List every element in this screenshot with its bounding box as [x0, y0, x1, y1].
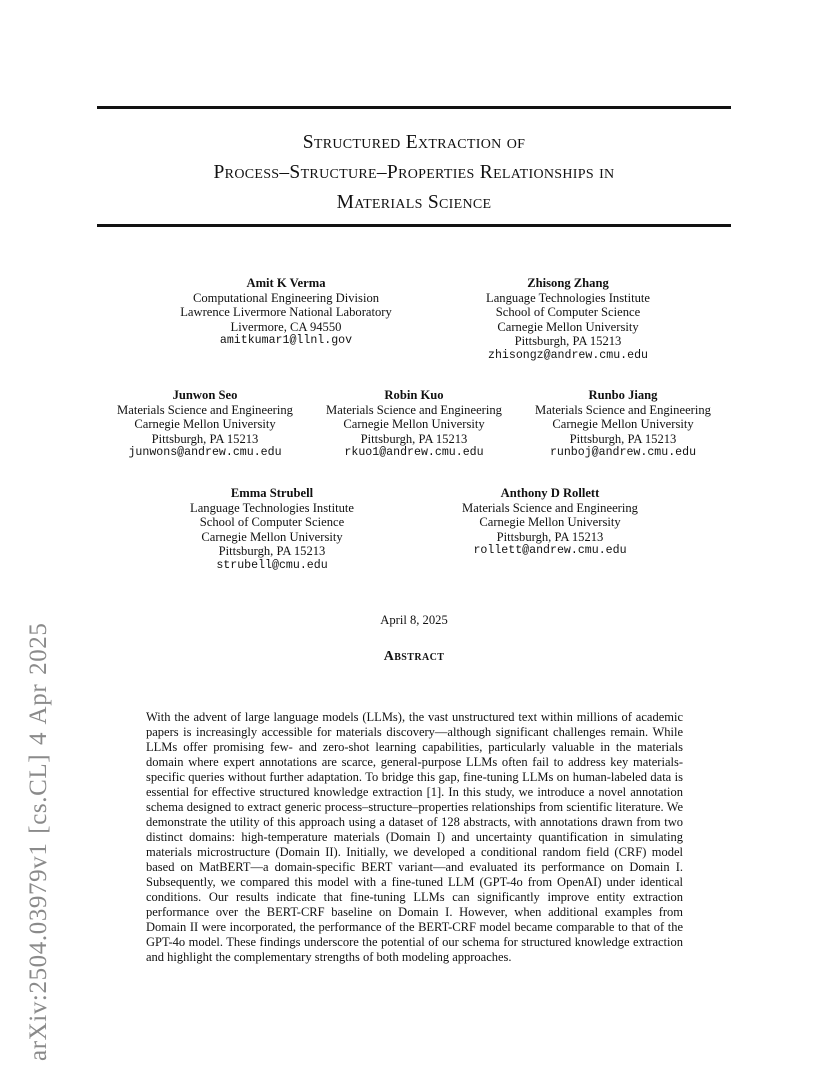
author-affiliation-line: Carnegie Mellon University	[479, 515, 621, 530]
author-name: Junwon Seo	[172, 388, 238, 402]
author-affiliation-line: Materials Science and Engineering	[462, 500, 638, 515]
author-affiliation-line: Carnegie Mellon University	[343, 417, 485, 432]
title-bottom-rule	[97, 224, 731, 227]
author-affiliation-line: Livermore, CA 94550	[230, 319, 342, 334]
author-name: Amit K Verma	[246, 276, 326, 290]
abstract-text: With the advent of large language models (LLMs), the vast unstructured text within millions of academic papers is increasingly accessible for materials discovery—although significant challenges remain. While LLMs offer promising few- and zero-shot learning capabilities, particularly valuable in the materials domain where expert annotations are scarce, general-purpose LLMs often fail to address key materials-specific queries without further adaptation. To bridge this gap, fine-tuning LLMs on human-labeled data is essential for effective structured knowledge extraction [1]. In this study, we introduce a novel annotation schema designed to extract generic process–structure–properties relationships from scientific literature. We demonstrate the utility of this approach using a dataset of 128 abstracts, with annotations drawn from two distinct domains: high-temperature materials (Domain I) and uncertainty quantification in simulating materials microstructure (Domain II). Initially, we developed a conditional random field (CRF) model based on MatBERT—a domain-specific BERT variant—and evaluated its performance on Domain I. Subsequently, we compared this model with a fine-tuned LLM (GPT-4o from OpenAI) under identical conditions. Our results indicate that fine-tuning LLMs can significantly improve entity extraction performance over the BERT-CRF baseline on Domain I. However, when additional examples from Domain II were incorporated, the performance of the BERT-CRF model became comparable to that of the GPT-4o model. These findings underscore the potential of our schema for structured knowledge extraction and highlight the complementary strengths of both modeling approaches.	[146, 710, 683, 964]
author-affiliation-line: Computational Engineering Division	[192, 290, 380, 305]
title-line-1: Structured Extraction of	[302, 132, 526, 153]
author-block-jiang	[493, 388, 753, 461]
author-affiliation-line: Pittsburgh, PA 15213	[569, 431, 677, 446]
author-email: rollett@andrew.cmu.edu	[473, 544, 627, 558]
author-email: rkuo1@andrew.cmu.edu	[344, 446, 484, 460]
author-block-strubell	[142, 486, 402, 574]
author-affiliation-line: Language Technologies Institute	[486, 290, 650, 305]
author-affiliation-line: Pittsburgh, PA 15213	[360, 431, 468, 446]
author-email: junwons@andrew.cmu.edu	[128, 446, 282, 460]
author-affiliation-line: School of Computer Science	[199, 515, 345, 530]
author-block-rollett	[420, 486, 680, 559]
author-affiliation-line: Carnegie Mellon University	[552, 417, 694, 432]
author-email: strubell@cmu.edu	[216, 558, 328, 572]
author-affiliation-line: Pittsburgh, PA 15213	[218, 544, 326, 559]
author-email: amitkumar1@llnl.gov	[219, 334, 353, 348]
author-affiliation-line: Pittsburgh, PA 15213	[496, 529, 604, 544]
author-affiliation-line: Lawrence Livermore National Laboratory	[180, 305, 392, 320]
author-affiliation-line: Materials Science and Engineering	[535, 402, 711, 417]
author-affiliation-line: Materials Science and Engineering	[326, 402, 502, 417]
author-block-zhang	[438, 276, 698, 364]
author-affiliation-line: Materials Science and Engineering	[117, 402, 293, 417]
author-affiliation-line: Pittsburgh, PA 15213	[151, 431, 259, 446]
abstract-heading: Abstract	[383, 649, 445, 664]
author-affiliation-line: Carnegie Mellon University	[201, 529, 343, 544]
author-email: zhisongz@andrew.cmu.edu	[487, 348, 649, 362]
author-block-verma	[156, 276, 416, 349]
author-affiliation-line: Pittsburgh, PA 15213	[514, 334, 622, 349]
author-name: Robin Kuo	[384, 388, 444, 402]
author-name: Emma Strubell	[230, 486, 314, 500]
title-line-2: Process–Structure–Properties Relationships in	[213, 162, 615, 183]
author-affiliation-line: School of Computer Science	[495, 305, 641, 320]
paper-title	[97, 128, 731, 218]
author-affiliation-line: Carnegie Mellon University	[497, 319, 639, 334]
arxiv-side-stamp: arXiv:2504.03979v1 [cs.CL] 4 Apr 2025	[25, 622, 52, 1061]
author-affiliation-line: Language Technologies Institute	[190, 500, 354, 515]
author-name: Zhisong Zhang	[527, 276, 609, 290]
author-email: runboj@andrew.cmu.edu	[549, 446, 697, 460]
title-line-3: Materials Science	[336, 192, 492, 213]
author-name: Runbo Jiang	[588, 388, 658, 402]
author-affiliation-line: Carnegie Mellon University	[134, 417, 276, 432]
title-top-rule	[97, 106, 731, 109]
paper-date: April 8, 2025	[380, 613, 448, 627]
author-name: Anthony D Rollett	[500, 486, 600, 500]
